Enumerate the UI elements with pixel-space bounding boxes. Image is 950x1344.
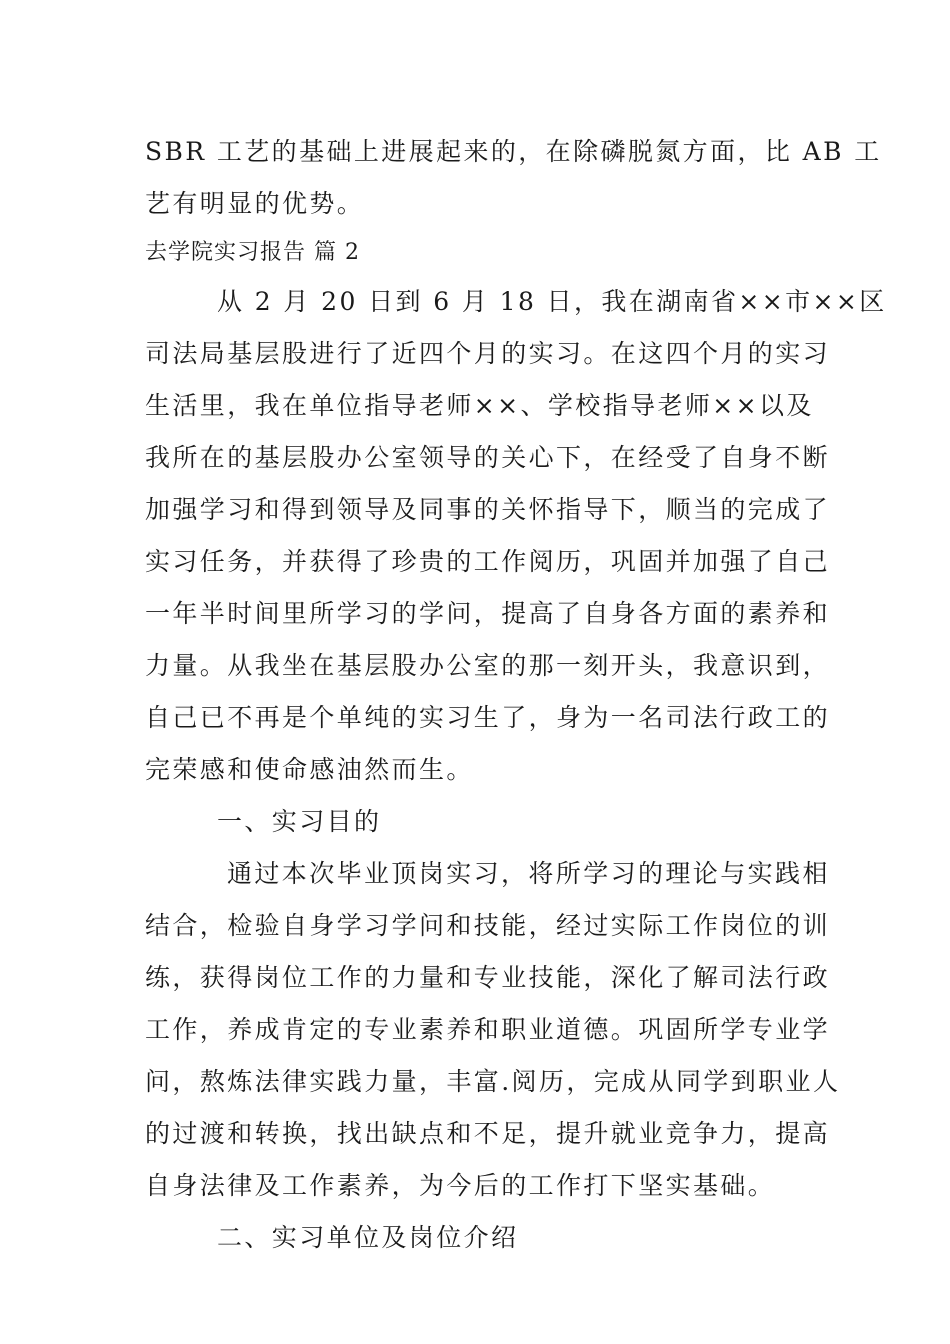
paragraph-line: 力量。从我坐在基层股办公室的那一刻开头，我意识到， <box>145 651 831 680</box>
paragraph-line: 从 2 月 20 日到 6 月 18 日，我在湖南省××市××区 <box>217 287 887 316</box>
paragraph-line: 我所在的基层股办公室领导的关心下，在经受了自身不断 <box>145 443 831 472</box>
paragraph-line: 艺有明显的优势。 <box>145 189 365 218</box>
paragraph-line: 完荣感和使命感油然而生。 <box>145 755 474 784</box>
paragraph-line: 工作，养成肯定的专业素养和职业道德。巩固所学专业学 <box>145 1015 831 1044</box>
paragraph-line: 加强学习和得到领导及同事的关怀指导下，顺当的完成了 <box>145 495 831 524</box>
paragraph-line: 实习任务，并获得了珍贵的工作阅历，巩固并加强了自己 <box>145 547 831 576</box>
paragraph-line: 一年半时间里所学习的学问，提高了自身各方面的素养和 <box>145 599 831 628</box>
paragraph-line: 练，获得岗位工作的力量和专业技能，深化了解司法行政 <box>145 963 831 992</box>
paragraph-line: 结合，检验自身学习学问和技能，经过实际工作岗位的训 <box>145 911 831 940</box>
section-heading: 二、实习单位及岗位介绍 <box>217 1223 519 1252</box>
section-heading: 一、实习目的 <box>217 807 382 836</box>
paragraph-line: 生活里，我在单位指导老师××、学校指导老师××以及 <box>145 391 814 420</box>
paragraph-line: 问，熬炼法律实践力量，丰富.阅历，完成从同学到职业人 <box>145 1067 841 1096</box>
paragraph-line: SBR 工艺的基础上进展起来的，在除磷脱氮方面，比 AB 工 <box>145 137 882 166</box>
paragraph-line: 自己已不再是个单纯的实习生了，身为一名司法行政工的 <box>145 703 831 732</box>
paragraph-line: 自身法律及工作素养，为今后的工作打下坚实基础。 <box>145 1171 776 1200</box>
paragraph-line: 的过渡和转换，找出缺点和不足，提升就业竞争力，提高 <box>145 1119 831 1148</box>
section-title: 去学院实习报告 篇 2 <box>145 240 360 265</box>
paragraph-line: 司法局基层股进行了近四个月的实习。在这四个月的实习 <box>145 339 831 368</box>
paragraph-line: 通过本次毕业顶岗实习，将所学习的理论与实践相 <box>227 859 830 888</box>
document-page <box>145 126 887 1264</box>
